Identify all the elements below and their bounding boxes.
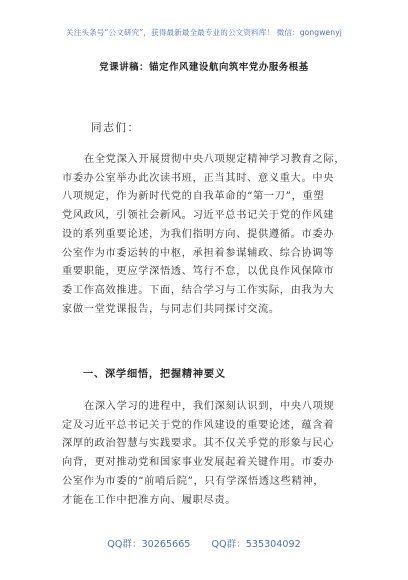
- paragraph-line: 家做一堂党课报告，与同志们共同探讨交流。: [62, 303, 280, 315]
- paragraph-line: 公室作为市委运转的中枢，承担着参谋辅政、综合协调等: [62, 247, 335, 259]
- paragraph-line: 重要职能，更应学深悟透、笃行不怠，以优良作风保障市: [62, 266, 335, 278]
- paragraph-line: 才能在工作中把准方向、履职尽责。: [62, 494, 237, 506]
- paragraph-line: 在深入学习的进程中，我们深刻认识到，中央八项规: [84, 401, 335, 412]
- paragraph-section-one: [62, 398, 348, 510]
- paragraph-line: 市委办公室举办此次读书班，正当其时、意义重大。中央: [62, 172, 335, 184]
- document-title: 党课讲稿：锚定作风建设航向筑牢党办服务根基: [99, 62, 309, 73]
- paragraph-line: 公室作为市委的“前哨后院”，只有学深悟透这些精神，: [62, 475, 325, 487]
- qq-group-number: QQ群：30265665: [107, 539, 191, 550]
- paragraph-line: 深厚的政治智慧与实践要求。其不仅关乎党的形象与民心: [62, 438, 335, 450]
- paragraph-intro: [62, 151, 348, 319]
- qq-group-number: QQ群：535304092: [211, 539, 301, 550]
- paragraph-line: 八项规定，作为新时代党的自我革命的“第一刀”，重塑: [62, 191, 325, 203]
- paragraph-line: 在全党深入开展贯彻中央八项规定精神学习教育之际，: [84, 154, 346, 165]
- salutation: 同志们：: [91, 122, 140, 134]
- paragraph-line: 定及习近平总书记关于党的作风建设的重要论述，蕴含着: [62, 419, 335, 431]
- paragraph-line: 委工作高效推进。下面，结合学习与工作实际，由我为大: [62, 284, 335, 296]
- section-heading: 一、深学细悟，把握精神要义: [83, 368, 226, 380]
- paragraph-line: 党风政风，引领社会新风。习近平总书记关于党的作风建: [62, 210, 335, 222]
- header-banner: 关注头条号“公文研究”，获得最新最全最专业的公文资料库！ 微信：gongwenyj: [66, 28, 342, 37]
- paragraph-line: 设的系列重要论述，为我们指明方向、提供遵循。市委办: [62, 228, 335, 240]
- footer-qq-groups: [0, 536, 408, 550]
- paragraph-line: 向背，更对推动党和国家事业发展起着关键作用。市委办: [62, 457, 335, 469]
